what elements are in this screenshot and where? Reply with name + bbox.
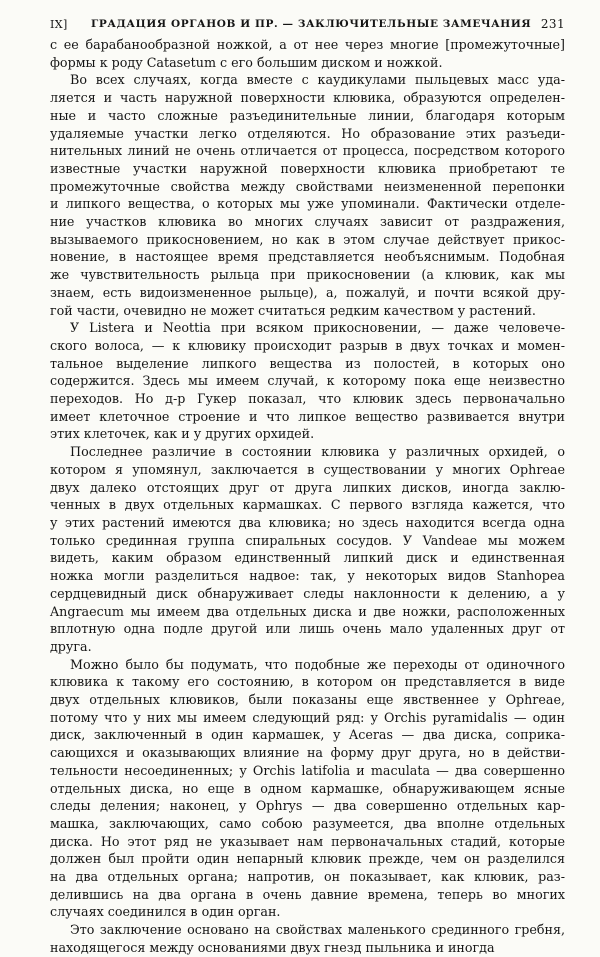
paragraph (50, 319, 565, 443)
text-line: потому что у них мы имеем следующий ряд: у Orchis pyramidalis — один (50, 709, 565, 725)
text-line: тельности несоединенных; у Orchis latifolia и maculata — два совершенно (50, 762, 565, 778)
text-line: делившись на два органа в очень давние времена, теперь во многих (50, 886, 565, 902)
text-line: этих клеточек, как и у других орхидей. (50, 426, 315, 442)
text-line: двух отдельных клювиков, были показаны еще явственнее у Ophreae, (50, 692, 565, 708)
text-line: Можно было бы подумать, что подобные же переходы от одиночного (70, 656, 565, 672)
paragraph (50, 443, 565, 655)
text-line: гой части, очевидно не может считаться редким качеством у растений. (50, 302, 536, 318)
text-line: содержится. Здесь мы имеем случай, к которому пока еще неизвестно (50, 373, 565, 389)
text-line: ского волоса, — к клювику происходит разрыв в двух точках и момен- (50, 337, 565, 353)
text-line: Angraecum мы имеем два отдельных диска и две ножки, расположенных (50, 603, 565, 619)
text-line: вызываемого прикосновением, но как в этом случае действует прикос- (50, 231, 565, 247)
text-line: Это заключение основано на свойствах маленького срединного гребня, (70, 922, 565, 938)
text-line: с ее барабанообразной ножкой, а от нее через многие [промежуточные] (50, 37, 565, 52)
running-title: ГРАДАЦИЯ ОРГАНОВ И ПР. — ЗАКЛЮЧИТЕЛЬНЫЕ ЗАМЕЧАНИЯ (91, 18, 532, 30)
text-line: видеть, каким образом единственный липкий диск и единственная (50, 550, 565, 566)
page-body (50, 36, 565, 957)
text-line: нительных линий не очень отличается от процесса, посредством которого (50, 143, 565, 159)
text-line: новение, в настоящее время представляется необъяснимым. Подобная (50, 249, 565, 265)
text-line: случаях соединился в один орган. (50, 904, 281, 920)
paragraph (50, 656, 565, 922)
text-line: у этих растений имеются два клювика; но здесь находится всегда одна (50, 514, 565, 530)
text-line: У Listera и Neottia при всяком прикосновении, — даже человече- (70, 320, 565, 336)
text-line: промежуточные свойства между свойствами неизмененной перепонки (50, 178, 565, 194)
text-line: на два отдельных органа; напротив, он показывает, как клювик, раз- (50, 869, 565, 885)
text-line: диск, заключенный в один кармашек, у Aceras — два диска, соприка- (50, 727, 565, 743)
text-line: имеет клеточное строение и что липкое вещество развивается внутри (50, 408, 565, 424)
text-line: двух далеко отстоящих друг от друга липких дисков, иногда заклю- (50, 479, 565, 495)
text-line: сающихся и оказывающих влияние на форму друг друга, но в действи- (50, 745, 565, 761)
page-number: 231 (540, 17, 565, 31)
text-line: находящегося между основаниями двух гнезд пыльника и иногда (50, 939, 495, 955)
chapter-number: IX] (50, 18, 68, 31)
text-line: известные участки наружной поверхности клювика приобретают те (50, 160, 565, 176)
text-line: следы деления; наконец, у Ophrys — два совершенно отдельных кар- (50, 798, 565, 814)
text-line: друга. (50, 638, 92, 654)
text-line: клювика к такому его состоянию, в котором он представляется в виде (50, 674, 565, 690)
text-line: ченных в двух отдельных кармашках. С первого взгляда кажется, что (50, 497, 565, 513)
paragraph (50, 921, 565, 956)
text-line: ножка могли разделиться надвое: так, у некоторых видов Stanhopea (50, 568, 565, 584)
text-line: ные и часто сложные разъединительные линии, благодаря которым (50, 107, 565, 123)
text-line: Последнее различие в состоянии клювика у различных орхидей, о (70, 444, 565, 460)
text-line: сердцевидный диск обнаруживает следы наклонности к делению, а у (50, 585, 565, 601)
text-line: ляется и часть наружной поверхности клювика, образуются определен- (50, 90, 565, 106)
text-line: отдельных диска, но еще в одном кармашке, обнаруживающем ясные (50, 780, 565, 796)
text-line: вплотную одна подле другой или лишь очень мало удаленных друг от (50, 621, 565, 637)
text-line: знаем, есть видоизмененное рыльце), а, пожалуй, и почти всякой дру- (50, 284, 565, 300)
paragraph (50, 36, 565, 71)
text-line: тальное выделение липкого вещества из полостей, в которых оно (50, 355, 565, 371)
text-line: Во всех случаях, когда вместе с каудикулами пыльцевых масс уда- (70, 72, 565, 88)
text-line: диска. Но этот ряд не указывает нам первоначальных стадий, которые (50, 833, 565, 849)
text-line: ние участков клювика во многих случаях зависит от раздражения, (50, 214, 565, 230)
text-line: машка, заключающих, само собою разумеется, два вполне отдельных (50, 815, 565, 831)
text-line: же чувствительность рыльца при прикосновении (а клювик, как мы (50, 267, 565, 283)
text-line: котором я упомянул, заключается в существовании у многих Ophreae (50, 461, 565, 477)
text-line: переходов. Но д-р Гукер показал, что клювик здесь первоначально (50, 391, 565, 407)
text-line: и липкого вещества, о которых мы уже упоминали. Фактически отделе- (50, 196, 565, 212)
text-line: только срединная группа спиральных сосудов. У Vandeae мы можем (50, 532, 565, 548)
text-line: должен был пройти один непарный клювик прежде, чем он разделился (50, 851, 565, 867)
running-header (50, 14, 565, 36)
paragraph (50, 71, 565, 319)
text-line: формы к роду Catasetum с его большим диском и ножкой. (50, 54, 443, 70)
text-line: удаляемые участки легко отделяются. Но образование этих разъеди- (50, 125, 565, 141)
